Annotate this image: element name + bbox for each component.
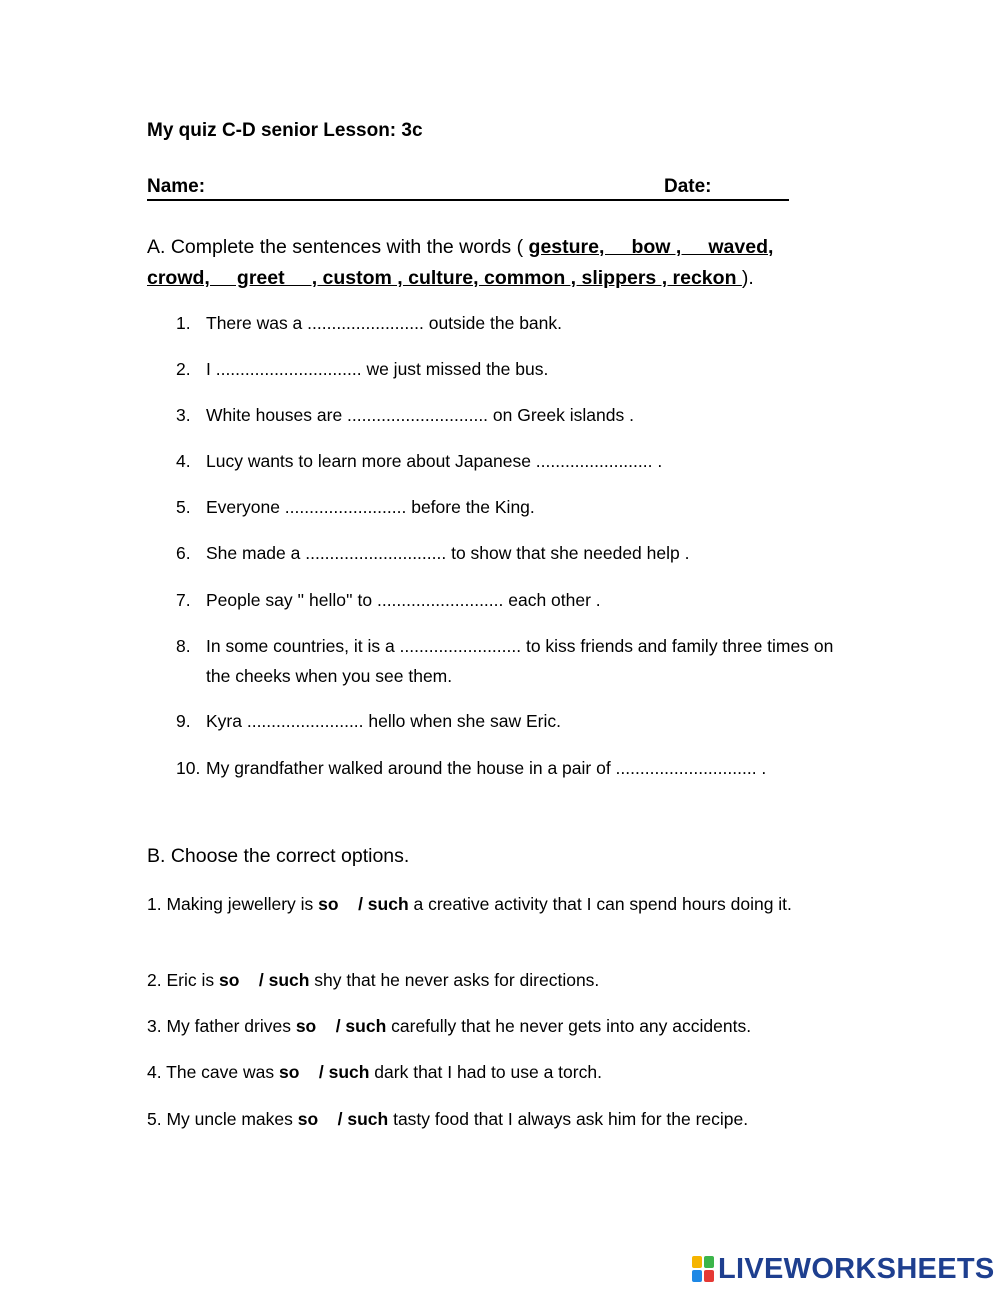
option-text: dark that I had to use a torch.	[369, 1062, 602, 1082]
option-so[interactable]: so	[218, 970, 240, 990]
option-text: carefully that he never gets into any accidents.	[386, 1016, 752, 1036]
logo-tile	[692, 1256, 702, 1268]
item-number: 2.	[176, 359, 191, 379]
item-number: 4.	[176, 451, 191, 471]
item-number: 10.	[176, 758, 201, 778]
option-so[interactable]: so	[295, 1016, 317, 1036]
option-text: 2. Eric is	[147, 970, 219, 990]
item-text: Lucy wants to learn more about Japanese ........................ .	[206, 451, 663, 471]
list-item	[0, 308, 1000, 340]
name-date-row	[147, 176, 789, 204]
option-text: 1. Making jewellery is	[147, 894, 319, 914]
item-text: White houses are ............................. on Greek islands .	[206, 405, 634, 425]
option-text: 5. My uncle makes	[147, 1109, 298, 1129]
list-item	[0, 631, 1000, 693]
option-text: shy that he never asks for directions.	[309, 970, 600, 990]
date-label: Date:	[664, 176, 712, 197]
list-item	[0, 492, 1000, 524]
item-text: People say '' hello'' to .......................... each other .	[206, 590, 601, 610]
item-number: 7.	[176, 590, 191, 610]
instruction-suffix: ).	[741, 267, 754, 289]
item-number: 8.	[176, 636, 191, 656]
section-b-heading: B. Choose the correct options.	[147, 845, 410, 867]
option-such[interactable]: / such	[337, 1109, 389, 1129]
item-text: My grandfather walked around the house in a pair of ............................. .	[206, 758, 767, 778]
logo-text: LIVEWORKSHEETS	[718, 1252, 995, 1285]
item-text: There was a ........................ outside the bank.	[206, 313, 562, 333]
worksheet-title: My quiz C-D senior Lesson: 3c	[147, 120, 423, 141]
section-a-instruction	[147, 232, 847, 294]
option-text: a creative activity that I can spend hours doing it.	[408, 894, 792, 914]
option-such[interactable]: / such	[335, 1016, 387, 1036]
option-so[interactable]: so	[297, 1109, 319, 1129]
list-item	[147, 965, 867, 995]
item-text: She made a ............................. to show that she needed help .	[206, 543, 690, 563]
option-text: 3. My father drives	[147, 1016, 296, 1036]
item-number: 9.	[176, 711, 191, 731]
item-number: 3.	[176, 405, 191, 425]
item-number: 5.	[176, 497, 191, 517]
list-item	[147, 1057, 867, 1087]
list-item	[0, 585, 1000, 617]
option-such[interactable]: / such	[318, 1062, 370, 1082]
list-item	[147, 889, 867, 919]
option-so[interactable]: so	[318, 894, 339, 914]
item-text: In some countries, it is a ......................... to kiss friends and family three times on the cheeks when you see them.	[206, 636, 834, 686]
liveworksheets-logo	[692, 1252, 995, 1286]
logo-mark-icon	[692, 1256, 714, 1282]
option-so[interactable]: so	[278, 1062, 300, 1082]
word-bank-line1: gesture, bow , waved,	[528, 236, 774, 258]
list-item	[147, 1011, 867, 1041]
option-text: 4. The cave was	[147, 1062, 279, 1082]
logo-tile	[692, 1270, 702, 1282]
list-item	[0, 354, 1000, 386]
logo-tile	[704, 1270, 714, 1282]
item-text: Kyra ........................ hello when she saw Eric.	[206, 711, 561, 731]
option-such[interactable]: / such	[258, 970, 310, 990]
option-such[interactable]: / such	[358, 894, 409, 914]
item-number: 6.	[176, 543, 191, 563]
name-label: Name:	[147, 176, 206, 197]
item-number: 1.	[176, 313, 191, 333]
instruction-prefix: A. Complete the sentences with the words (	[147, 236, 524, 258]
word-bank-line2: crowd, greet , custom , culture, common , slippers , reckon	[147, 267, 742, 289]
list-item	[0, 446, 1000, 478]
list-item	[0, 706, 1000, 738]
item-text: Everyone ......................... before the King.	[206, 497, 535, 517]
option-text: tasty food that I always ask him for the recipe.	[388, 1109, 749, 1129]
list-item	[0, 753, 1000, 785]
item-text: I .............................. we just missed the bus.	[206, 359, 549, 379]
list-item	[0, 538, 1000, 570]
list-item	[0, 400, 1000, 432]
logo-tile	[704, 1256, 714, 1268]
name-date-underline	[147, 199, 789, 201]
list-item	[147, 1104, 867, 1134]
